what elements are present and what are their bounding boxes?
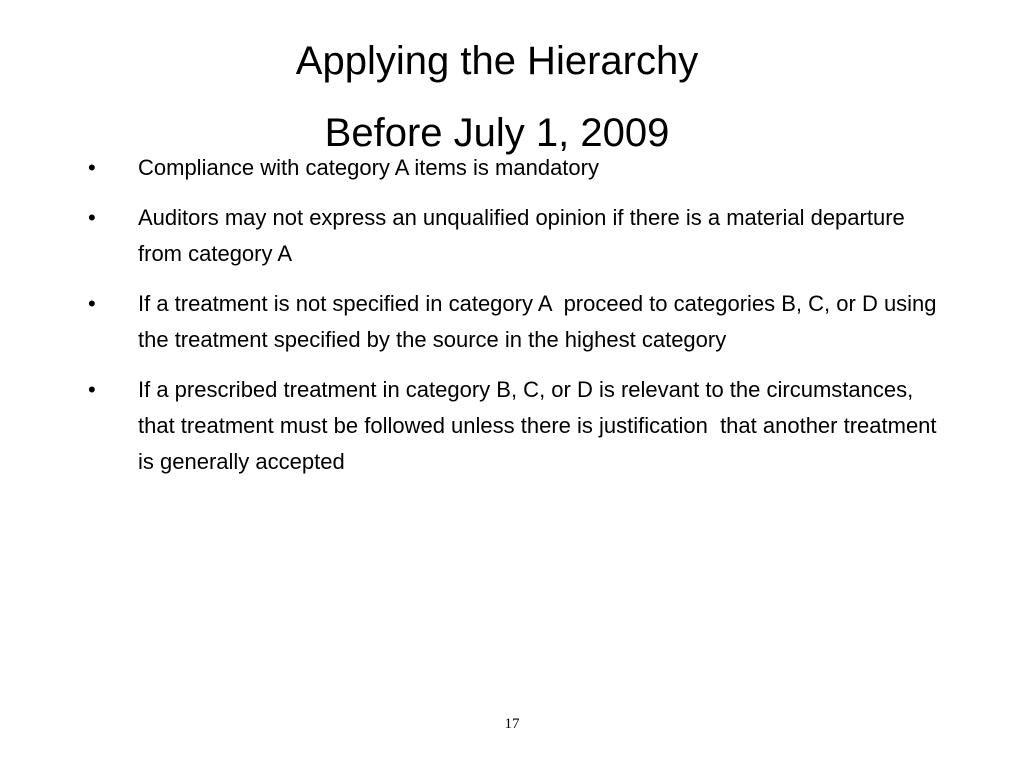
bullet-icon: • [88, 377, 96, 402]
bullet-item [0, 150, 1024, 186]
bullet-item [0, 372, 1024, 480]
bullet-text: Auditors may not express an unqualified opinion if there is a material departure from category A [138, 205, 911, 266]
bullet-item [0, 286, 1024, 358]
bullet-text: Compliance with category A items is mandatory [138, 155, 599, 180]
bullet-icon: • [88, 155, 96, 180]
slide-title-line-1: Applying the Hierarchy [295, 38, 699, 83]
page-number: 17 [504, 716, 520, 732]
bullet-icon: • [88, 291, 96, 316]
bullet-item [0, 200, 1024, 272]
bullet-text: If a treatment is not specified in category A proceed to categories B, C, or D using the treatment specified by the source in the highest category [138, 291, 943, 352]
bullet-text: If a prescribed treatment in category B, C, or D is relevant to the circumstances, that treatment must be followed unless there is justification that another treatment is generally accepted [138, 377, 943, 474]
bullet-icon: • [88, 205, 96, 230]
bullet-list [0, 150, 1024, 494]
slide-title-line-2: Before July 1, 2009 [324, 110, 670, 155]
